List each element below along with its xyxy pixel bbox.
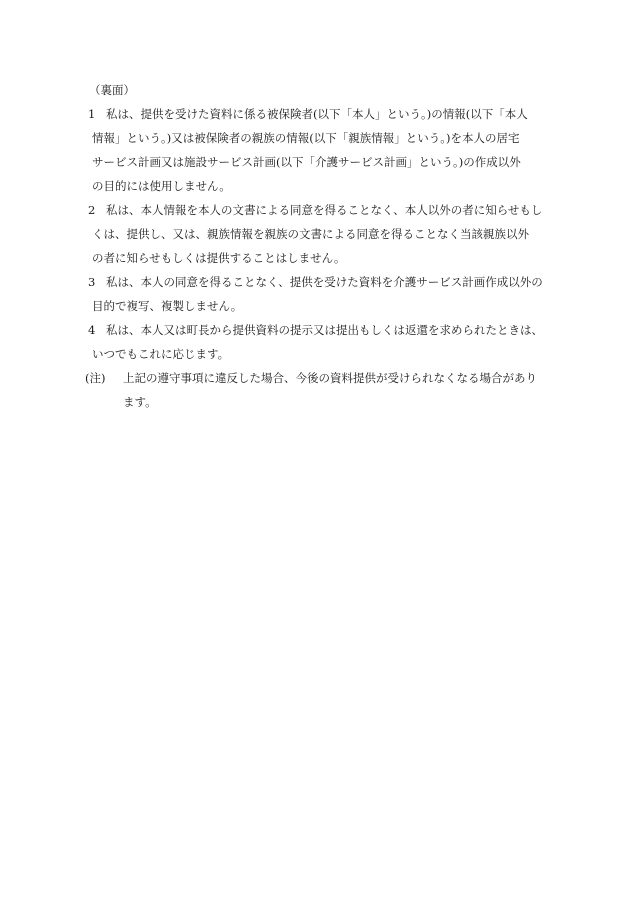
document-body: [85, 78, 558, 414]
clause-text: [92, 270, 558, 318]
clause-line: くは、提供し、又は、親族情報を親族の文書による同意を得ることなく当該親族以外: [92, 227, 529, 241]
note-label: (注): [85, 371, 106, 385]
clause-number: 3: [88, 275, 96, 289]
clause-1: [88, 102, 558, 198]
note-line: ます。: [123, 395, 157, 409]
clause-line: 私は、本人又は町長から提供資料の提示又は提出もしくは返還を求められたときは、: [106, 323, 543, 337]
clause-line: 情報」という。)又は被保険者の親族の情報(以下「親族情報」という。)を本人の居宅: [92, 131, 520, 145]
clause-line: の目的には使用しません。: [92, 179, 231, 193]
clause-line: 私は、提供を受けた資料に係る被保険者(以下「本人」という。)の情報(以下「本人: [106, 107, 528, 121]
note-line: 上記の遵守事項に違反した場合、今後の資料提供が受けられなくなる場合があり: [123, 371, 537, 385]
note-text: [123, 366, 537, 414]
clause-number: 4: [88, 323, 96, 337]
clause-2: [88, 198, 558, 270]
clause-line: 私は、本人の同意を得ることなく、提供を受けた資料を介護サービス計画作成以外の: [106, 275, 543, 289]
note: [85, 366, 558, 414]
clause-text: [92, 318, 558, 366]
clause-4: [88, 318, 558, 366]
page-side-heading: （裏面）: [89, 83, 135, 97]
clause-number: 1: [88, 107, 96, 121]
clause-line: サービス計画又は施設サービス計画(以下「介護サービス計画」という。)の作成以外: [92, 155, 521, 169]
clause-text: [92, 198, 558, 270]
clause-line: の者に知らせもしくは提供することはしません。: [92, 251, 346, 265]
clause-line: 私は、本人情報を本人の文書による同意を得ることなく、本人以外の者に知らせもし: [106, 203, 543, 217]
clause-line: 目的で複写、複製しません。: [92, 299, 243, 313]
clause-line: いつでもこれに応じます。: [92, 347, 230, 361]
clause-number: 2: [88, 203, 96, 217]
clause-text: [92, 102, 558, 198]
clause-3: [88, 270, 558, 318]
